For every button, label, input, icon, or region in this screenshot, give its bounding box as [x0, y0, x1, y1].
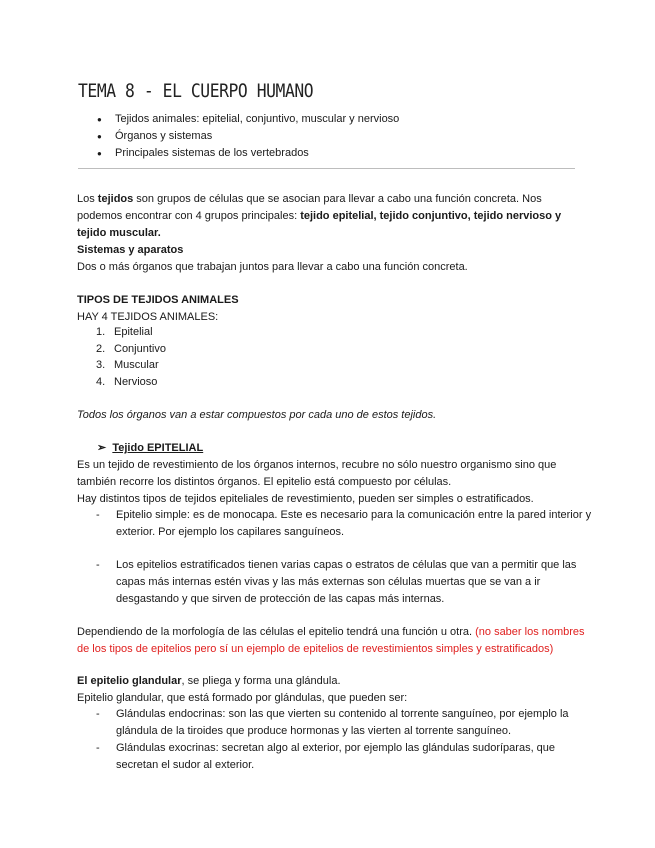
tejidos-list [96, 324, 166, 390]
list-item: - Glándulas endocrinas: son las que vierten su contenido al torrente sanguíneo, por ejemplo la glándula de la tiroides que produce hormonas y las vierten al torrente sanguíneo. [96, 708, 569, 737]
list-item: - Glándulas exocrinas: secretan algo al exterior, por ejemplo las glándulas sudoríparas, que secretan el sudor al exterior. [96, 742, 556, 771]
divider [78, 168, 575, 169]
note: Todos los órganos van a estar compuestos por cada uno de estos tejidos. [77, 409, 437, 421]
sistemas-section [77, 242, 587, 276]
list-item: 4. Nervioso [96, 375, 158, 388]
morfologia-paragraph: Dependiendo de la morfología de las células el epitelio tendrá una función u otra. (no saber los nombres de los tipos de epitelios pero sí un ejemplo de epitelios de revestimientos simples y estratificados) [77, 626, 585, 655]
list-item: ● Órganos y sistemas [97, 128, 399, 145]
epitelial-heading: ➢ Tejido EPITELIAL [97, 442, 204, 454]
paragraph: Dos o más órganos que trabajan juntos para llevar a cabo una función concreta. [77, 261, 468, 273]
list-item: - Epitelio simple: es de monocapa. Este es necesario para la comunicación entre la pared interior y exterior. Por ejemplo los capilares sanguíneos. [96, 509, 592, 538]
section-heading: Sistemas y aparatos [77, 244, 184, 256]
list-item: 3. Muscular [96, 359, 159, 371]
arrow-icon: ➢ [97, 442, 107, 454]
list-item: ● Principales sistemas de los vertebrados [97, 145, 399, 162]
section-heading: TIPOS DE TEJIDOS ANIMALES [77, 294, 239, 306]
list-item: - Los epitelios estratificados tienen varias capas o estratos de células que van a permitir que las capas más internas estén vivas y las más externas son células muertas que se van a ir desgastando y que sirven de protección de las capas más internas. [96, 559, 577, 605]
page-title: TEMA 8 - EL CUERPO HUMANO [78, 80, 314, 102]
epitelial-paragraph: Es un tejido de revestimiento de los órganos internos, recubre no sólo nuestro organismo sino que también recorre los distintos órganos. El epitelio está compuesto por células. Hay distintos tipos de tejidos epiteliales de revestimiento, pueden ser simples o estratificados. [77, 459, 557, 505]
list-item: 1. Epitelial [96, 326, 153, 338]
topic-list [97, 111, 399, 162]
list-item: ● Tejidos animales: epitelial, conjuntivo, muscular y nervioso [97, 111, 399, 128]
intro-paragraph: Los tejidos son grupos de células que se asocian para llevar a cabo una función concreta. Nos podemos encontrar con 4 grupos principales: tejido epitelial, tejido conjuntivo, tejido nervioso y tejido muscular. [77, 193, 562, 239]
paragraph: HAY 4 TEJIDOS ANIMALES: [77, 311, 219, 323]
list-item: 2. Conjuntivo [96, 342, 166, 355]
tipos-section [77, 292, 587, 326]
glandular-paragraph: El epitelio glandular, se pliega y forma una glándula. Epitelio glandular, que está formado por glándulas, que pueden ser: [77, 675, 408, 704]
